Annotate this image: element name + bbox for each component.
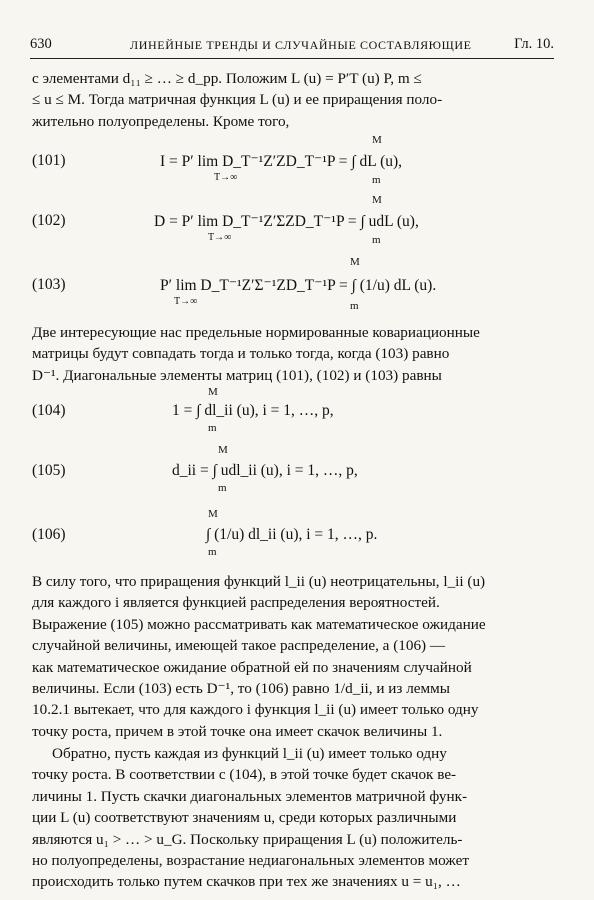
page-number: 630 (30, 36, 52, 52)
intro-paragraph (32, 68, 554, 132)
upper-limit: M (218, 444, 228, 456)
text-line: точку роста, причем в этой точке она имеет скачок величины 1. (32, 722, 443, 740)
text-line: жительно полуопределены. Кроме того, (32, 112, 290, 130)
chapter-label: Гл. 10. (514, 36, 554, 52)
lower-limit: m (208, 422, 217, 434)
equation-104 (32, 386, 554, 452)
upper-limit: M (208, 508, 218, 520)
limit-subscript: T→∞ (174, 296, 198, 307)
paragraph-distribution (32, 571, 554, 742)
limit-subscript: T→∞ (214, 172, 238, 183)
equation-body: 1 = ∫ dl_ii (u), i = 1, …, p, (172, 402, 334, 419)
text-line: ции L (u) соответствуют значениям u, среди которых различными (32, 809, 457, 827)
text-line: 10.2.1 вытекает, что для каждого i функция l_ii (u) имеет только одну (32, 701, 479, 719)
equation-102 (32, 194, 554, 260)
running-title: ЛИНЕЙНЫЕ ТРЕНДЫ И СЛУЧАЙНЫЕ СОСТАВЛЯЮЩИЕ (130, 38, 472, 52)
text-line: В силу того, что приращения функций l_ii (u) неотрицательны, l_ii (u) (32, 573, 486, 590)
text-line: для каждого i является функцией распределения вероятностей. (32, 594, 440, 612)
equation-number: (101) (32, 152, 66, 169)
text-line: ≤ u ≤ M. Тогда матричная функция L (u) и ее приращения поло- (32, 91, 443, 109)
text-line: точку роста. В соответствии с (104), в этой точке будет скачок ве- (32, 766, 457, 784)
equation-number: (106) (32, 526, 66, 543)
text-line: с элементами d₁₁ ≥ … ≥ d_pp. Положим L (u) = P′T (u) P, m ≤ (32, 70, 422, 87)
equation-body: P′ lim D_T⁻¹Z′Σ⁻¹ZD_T⁻¹P = ∫ (1/u) dL (u). (160, 277, 437, 294)
equation-number: (104) (32, 402, 66, 419)
header-rule (30, 58, 554, 59)
lower-limit: m (372, 174, 381, 186)
lower-limit: m (208, 546, 217, 558)
lower-limit: m (350, 300, 359, 312)
upper-limit: M (372, 194, 382, 206)
text-line: Две интересующие нас предельные нормированные ковариационные (32, 324, 480, 341)
equation-number: (103) (32, 276, 66, 293)
equation-body: d_ii = ∫ udl_ii (u), i = 1, …, p, (172, 462, 358, 479)
text-line: матрицы будут совпадать тогда и только тогда, когда (103) равно (32, 345, 450, 363)
equation-106 (32, 508, 554, 576)
equation-105 (32, 444, 554, 512)
upper-limit: M (350, 256, 360, 268)
upper-limit: M (372, 134, 382, 146)
equation-103 (32, 256, 554, 324)
equation-body: D = P′ lim D_T⁻¹Z′ΣZD_T⁻¹P = ∫ udL (u), (154, 213, 419, 230)
text-line: но полуопределены, возрастание недиагональных элементов может (32, 852, 469, 870)
text-line: случайной величины, имеющей такое распределение, а (106) — (32, 637, 446, 655)
equation-body: I = P′ lim D_T⁻¹Z′ZD_T⁻¹P = ∫ dL (u), (160, 153, 403, 170)
equation-body: ∫ (1/u) dl_ii (u), i = 1, …, p. (206, 526, 378, 543)
text-line: D⁻¹. Диагональные элементы матриц (101), (102) и (103) равны (32, 366, 442, 384)
equation-number: (102) (32, 212, 66, 229)
middle-paragraph (32, 322, 554, 386)
text-line: Выражение (105) можно рассматривать как математическое ожидание (32, 615, 486, 633)
lower-limit: m (218, 482, 227, 494)
text-line: величины. Если (103) есть D⁻¹, то (106) равно 1/d_ii, и из леммы (32, 680, 450, 698)
paragraph-conversely (32, 743, 554, 893)
text-line: Обратно, пусть каждая из функций l_ii (u) имеет только одну (52, 745, 447, 762)
equation-101 (32, 134, 554, 200)
text-line: личины 1. Пусть скачки диагональных элементов матричной функ- (32, 787, 468, 805)
equation-number: (105) (32, 462, 66, 479)
limit-subscript: T→∞ (208, 232, 232, 243)
lower-limit: m (372, 234, 381, 246)
upper-limit: M (208, 386, 218, 398)
page-header (30, 36, 554, 54)
text-line: как математическое ожидание обратной ей по значениям случайной (32, 658, 472, 676)
text-line: происходить только путем скачков при тех же значениях u = u₁, … (32, 873, 461, 891)
text-line: являются u₁ > … > u_G. Поскольку приращения L (u) положитель- (32, 830, 463, 848)
